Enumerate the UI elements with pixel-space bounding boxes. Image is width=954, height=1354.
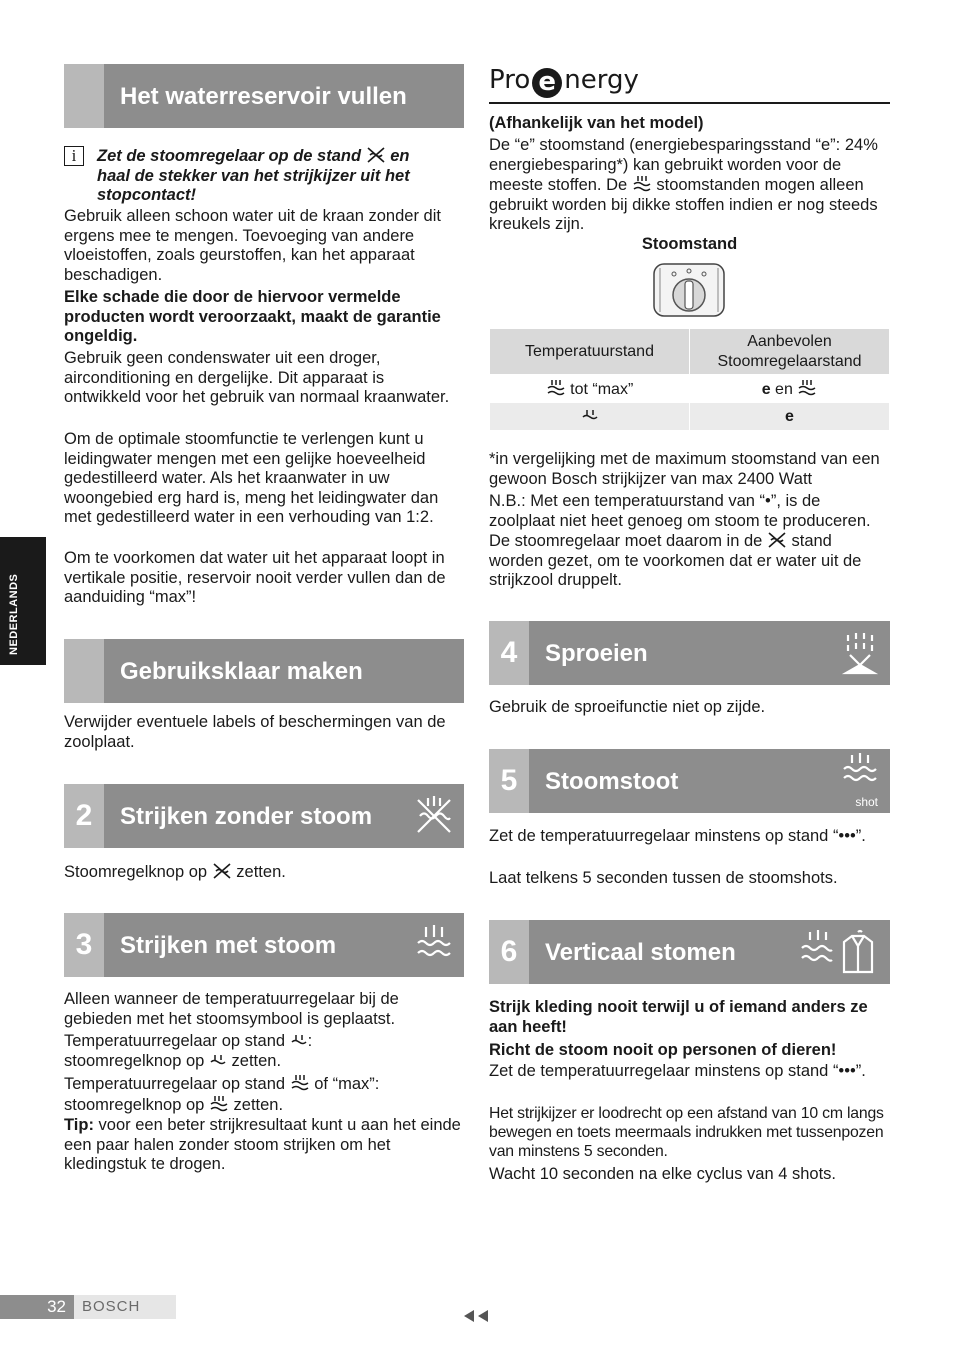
low-steam-icon (581, 408, 599, 424)
model-note: (Afhankelijk van het model) (489, 114, 704, 132)
paragraph: Gebruik de sproeifunctie niet op zijde. (489, 698, 766, 716)
vertical-steam-icon (798, 928, 882, 976)
section-number: 3 (64, 913, 104, 977)
section-header-ready (64, 639, 464, 703)
paragraph: Alleen wanneer de temperatuurregelaar bij de gebieden met het stoomsymbool is geplaatst. (64, 990, 399, 1028)
no-steam-icon (366, 146, 386, 164)
steam-setting-caption: Stoomstand (641, 235, 738, 253)
paragraph: Gebruik alleen schoon water uit de kraan zonder dit ergens mee te mengen. Toevoeging van andere vloeistoffen, zoals geurstoffen, kan het apparaat beschadigen. (64, 207, 441, 284)
section-header-steam-shot (489, 749, 890, 813)
warning-paragraph: Richt de stoom nooit op personen of dieren! (489, 1041, 837, 1059)
page-number: 32 (0, 1295, 74, 1319)
table-cell (490, 403, 690, 431)
section-title: Strijken zonder stoom (120, 803, 373, 830)
paragraph: Stoomregelknop op zetten. (64, 863, 286, 881)
paragraph: Temperatuurregelaar op stand of “max”: stoomregelknop op zetten. (64, 1075, 380, 1114)
low-steam-icon (290, 1033, 308, 1049)
high-steam-icon (290, 1074, 310, 1092)
section-number: 5 (489, 749, 529, 813)
table-row (490, 403, 890, 431)
section-number: 2 (64, 784, 104, 848)
high-steam-icon (632, 175, 652, 193)
section-title: Sproeien (545, 640, 648, 667)
paragraph: De “e” stoomstand (energiebesparingsstand “e”: 24% energiebesparing*) kan gebruikt worden voor de meeste stoffen. De stoomstanden mogen alleen gebruikt worden bij dikke stoffen indien er nog steeds kreukels zijn. (489, 136, 878, 234)
steam-dial-illustration (652, 262, 726, 318)
steam-shot-icon (836, 751, 884, 799)
info-icon: i (64, 146, 84, 166)
table-cell: e en (690, 375, 890, 403)
divider (489, 102, 890, 104)
high-steam-icon (797, 379, 817, 397)
warning-paragraph: Elke schade die door de hiervoor vermelde producten wordt veroorzaakt, maakt de garantie ongeldig. (64, 288, 441, 346)
paragraph: Verwijder eventuele labels of beschermingen van de zoolplaat. (64, 713, 446, 751)
section-number: 6 (489, 920, 529, 984)
table-header-cell: Temperatuurstand (490, 329, 690, 375)
footnote: *in vergelijking met de maximum stoomstand van een gewoon Bosch strijkijzer van max 2400 Watt (489, 450, 880, 488)
paragraph: Temperatuurregelaar op stand : stoomregelknop op zetten. (64, 1032, 313, 1070)
proenergy-logo: Pro e nergy (489, 65, 639, 97)
language-tab: NEDERLANDS (0, 537, 46, 665)
paragraph: Gebruik geen condenswater uit een droger, airconditioning en dergelijke. Dit apparaat is ontwikkeld voor het gebruik van normaal kraanwater. (64, 349, 450, 407)
note-paragraph: N.B.: Met een temperatuurstand van “•”, is de zoolplaat niet heet genoeg om stoom te produceren. De stoomregelaar moet daarom in de stand worden gezet, om te voorkomen dat er water uit de strijkzool druppelt. (489, 492, 871, 590)
paragraph: Zet de temperatuurregelaar minstens op stand “•••”. (489, 1062, 866, 1080)
section-title: Strijken met stoom (120, 932, 337, 959)
tip-paragraph: Tip: voor een beter strijkresultaat kunt u aan het einde een paar halen zonder stoom strijken om het kledingstuk te drogen. (64, 1116, 461, 1174)
paragraph: Om te voorkomen dat water uit het apparaat loopt in vertikale positie, reservoir nooit verder vullen dan de aanduiding “max”! (64, 549, 446, 607)
table-cell: tot “max” (490, 375, 690, 403)
section-header-ironing-with-steam (64, 913, 464, 977)
high-steam-icon (546, 379, 566, 397)
section-title: Verticaal stomen (545, 939, 736, 966)
section-header-fill-reservoir (64, 64, 464, 128)
section-header-ironing-without-steam (64, 784, 464, 848)
no-steam-icon (410, 792, 458, 840)
no-steam-icon (212, 862, 232, 880)
table-header-cell: Aanbevolen Stoomregelaarstand (690, 329, 890, 375)
paragraph: Wacht 10 seconden na elke cyclus van 4 shots. (489, 1165, 836, 1183)
steam-icon (410, 921, 458, 969)
paragraph: Zet de temperatuurregelaar minstens op stand “•••”. (489, 827, 866, 845)
warning-text: Zet de stoomregelaar op de stand en haal de stekker van het strijkijzer uit het stopcontact! (97, 147, 410, 205)
no-steam-icon (767, 531, 787, 549)
section-title: Stoomstoot (545, 768, 679, 795)
section-title: Gebruiksklaar maken (120, 658, 363, 685)
spray-icon (836, 629, 884, 677)
previous-page-arrows-icon (462, 1309, 490, 1323)
table-cell: e (690, 403, 890, 431)
brand-label: BOSCH (74, 1295, 176, 1319)
section-number: 4 (489, 621, 529, 685)
table-row (490, 375, 890, 403)
paragraph: Het strijkijzer er loodrecht op een afstand van 10 cm langs bewegen en toets meermaals indrukken met tussenpozen van minstens 5 seconden. (489, 1105, 884, 1160)
paragraph: Om de optimale stoomfunctie te verlengen kunt u leidingwater mengen met een gelijke hoeveelheid gedestilleerd water. Als het kraanwater in uw woongebied erg hard is, meng het leidingwater dan met gedestilleerd water in een verhouding van 1:2. (64, 430, 439, 527)
section-header-vertical-steaming (489, 920, 890, 984)
paragraph: Laat telkens 5 seconden tussen de stoomshots. (489, 869, 838, 887)
low-steam-icon (209, 1053, 227, 1069)
shot-label: shot (855, 795, 878, 809)
table-header-row (490, 329, 890, 375)
warning-paragraph: Strijk kleding nooit terwijl u of iemand anders ze aan heeft! (489, 998, 868, 1036)
section-title: Het waterreservoir vullen (120, 83, 407, 110)
section-header-spray (489, 621, 890, 685)
steam-settings-table (489, 328, 890, 431)
high-steam-icon (209, 1095, 229, 1113)
